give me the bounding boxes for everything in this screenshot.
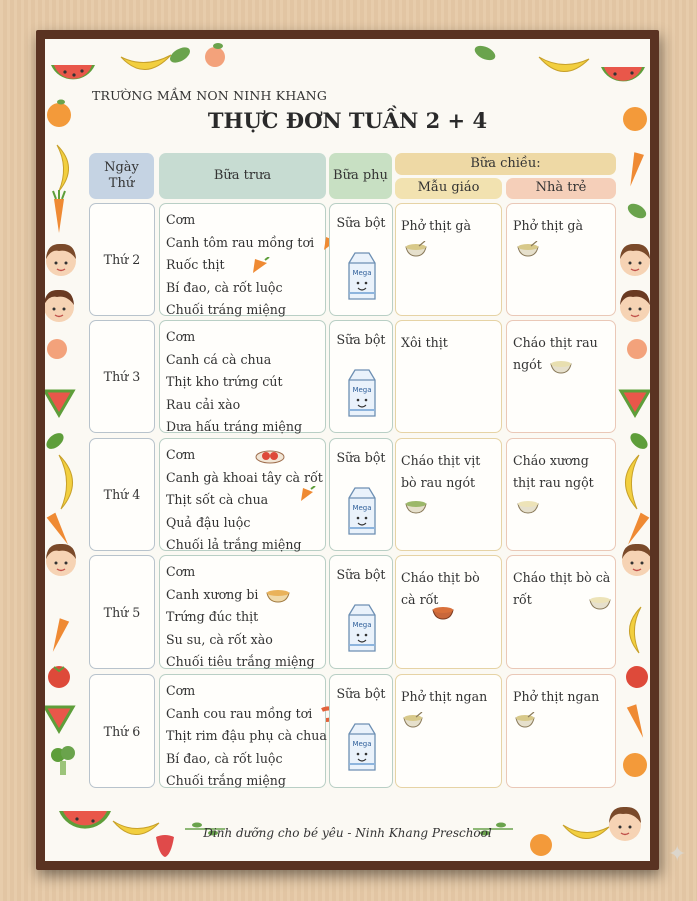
leaf-icon [627,430,650,452]
lunch-item-row [166,703,325,726]
kindergarten-meal: Cháo thịt vịt bò rau ngót [401,453,481,490]
carrot-icon [627,704,648,739]
milk-carton-icon [345,722,379,772]
tomato-dish-icon [255,448,285,464]
lunch-item: Thịt sốt cà chua [166,492,269,508]
banana-icon [625,455,639,509]
lunch-cell [159,203,326,316]
day-label: Thứ 2 [103,252,141,267]
day-cell [89,438,155,551]
day-cell [89,674,155,788]
nursery-meal: Cháo xương thịt rau ngột [513,453,594,490]
banana-icon [539,57,589,72]
lunch-item: Bí đao, cà rốt luộc [166,279,283,295]
kindergarten-meal: Xôi thịt [401,335,448,350]
header-afternoon [395,153,616,175]
carrot-icon [299,486,317,504]
leaf-icon [45,430,67,452]
carrot-icon [53,190,65,233]
soup-bowl-icon [266,587,290,603]
nursery-meal: Phở thịt ngan [513,689,600,704]
lunch-item: Cơm [166,447,196,462]
sparkle-icon: ✦ [668,842,687,867]
bowl-icon [517,241,539,257]
child-face-icon [620,244,650,276]
nursery-cell [506,674,616,788]
milk-brand-label: Mega [352,269,372,277]
day-label: Thứ 6 [103,723,141,739]
tomato-icon [626,666,648,688]
bowl-icon [515,712,535,728]
header-lunch [159,153,326,199]
lunch-item-row [166,444,325,467]
school-name: TRƯỜNG MẦM NON NINH KHANG [92,88,327,103]
header-kindergarten [395,178,502,199]
snack-cell [329,674,393,788]
header-nursery-label: Nhà trẻ [535,180,587,196]
lunch-item: Rau cải xào [166,396,241,412]
banana-icon [57,145,69,191]
nursery-cell [506,555,616,669]
nursery-meal: Phở thịt gà [513,218,584,233]
bowl-icon [403,712,423,728]
lunch-item: Cơm [166,212,196,227]
leaf-icon [167,44,192,65]
lunch-item: Canh xương bi [166,586,259,602]
day-cell [89,203,155,316]
leaf-icon [472,43,497,63]
lunch-item: Chuối tiêu trắng miệng [166,654,315,670]
carrot-icon [251,257,273,275]
lunch-item-row [166,254,325,277]
bowl-icon [405,498,427,514]
watermelon-icon [621,391,649,415]
milk-carton-icon [345,368,379,418]
bowl-icon [432,604,454,620]
header-day [89,153,154,199]
milk-brand-label: Mega [352,386,372,394]
kindergarten-cell [395,203,502,316]
child-face-icon [622,544,650,576]
day-label: Thứ 3 [103,369,141,384]
snack-label: Sữa bột [336,215,386,230]
day-label: Thứ 5 [103,604,141,620]
header-afternoon-label: Bữa chiều: [470,155,541,171]
lunch-item: Thịt rim đậu phụ cà chua [166,728,327,744]
milk-carton-icon [345,603,379,653]
child-face-icon [46,244,76,276]
lunch-item-row [166,584,325,607]
peach-icon [47,339,67,359]
broccoli-icon [51,746,75,775]
lunch-cell [159,674,326,788]
nursery-meal: Cháo thịt bò cà rốt [513,570,611,607]
snack-cell [329,203,393,316]
snack-label: Sữa bột [336,686,386,701]
kindergarten-meal: Cháo thịt bò cà rốt [401,570,480,607]
kindergarten-cell [395,555,502,669]
child-face-icon [45,290,74,322]
watermelon-icon [601,67,645,81]
tomato-icon [48,666,70,688]
menu-poster [45,39,650,861]
milk-carton-icon [345,486,379,536]
child-face-icon [46,544,76,576]
lunch-cell [159,320,326,433]
header-snack-label: Bữa phụ [333,167,388,183]
header-kindergarten-label: Mẫu giáo [417,180,480,196]
lunch-item: Cơm [166,564,196,579]
lunch-item: Trứng đúc thịt [166,609,259,625]
lunch-cell [159,555,326,669]
lunch-cell [159,438,326,551]
peach-icon [205,43,225,67]
lunch-item: Ruốc thịt [166,257,225,273]
nursery-meal: Cháo thịt rau ngót [513,335,598,372]
snack-label: Sữa bột [336,332,386,347]
bowl-icon [550,358,572,374]
lunch-item: Canh gà khoai tây cà rốt [166,469,323,485]
bowl-icon [517,498,539,514]
kindergarten-meal: Phở thịt gà [401,218,472,233]
snack-cell [329,555,393,669]
lunch-item: Dưa hấu tráng miệng [166,419,303,435]
milk-brand-label: Mega [352,504,372,512]
kindergarten-cell [395,320,502,433]
snack-label: Sữa bột [336,450,386,465]
orange-icon [623,753,647,777]
carrot-icon [624,513,650,547]
lunch-item: Cơm [166,329,196,344]
snack-cell [329,320,393,433]
footer-tagline: Dinh dưỡng cho bé yêu - Ninh Khang Preschool [203,826,492,840]
lunch-item: Bí đao, cà rốt luộc [166,750,283,766]
header-day-label: Ngày Thứ [104,159,139,191]
lunch-item: Canh tôm rau mồng tơi [166,234,315,250]
lunch-item: Cơm [166,683,196,698]
snack-label: Sữa bột [336,567,386,582]
banana-icon [629,607,641,653]
day-cell [89,320,155,433]
menu-title: THỰC ĐƠN TUẦN 2 + 4 [207,108,488,133]
lunch-item: Canh cou rau mồng tơi [166,705,313,721]
header-snack [329,153,392,199]
kindergarten-cell [395,438,502,551]
kindergarten-cell [395,674,502,788]
milk-brand-label: Mega [352,740,372,748]
lunch-item: Su su, cà rốt xào [166,631,273,647]
bowl-icon [589,594,611,610]
day-label: Thứ 4 [103,487,141,502]
bowl-icon [405,241,427,257]
lunch-item: Canh cá cà chua [166,351,272,367]
child-face-icon [620,290,650,322]
leaf-icon [625,201,648,221]
milk-carton-icon [345,251,379,301]
day-cell [89,555,155,669]
carrot-icon [47,513,73,547]
nursery-cell [506,438,616,551]
lunch-item: Quả đậu luộc [166,514,251,530]
watermelon-icon [51,65,95,79]
carrot-icon [626,152,644,187]
watermelon-icon [45,707,73,731]
nursery-cell [506,320,616,433]
lunch-item: Thịt kho trứng cút [166,374,283,390]
banana-icon [59,455,73,509]
nursery-cell [506,203,616,316]
snack-cell [329,438,393,551]
carrot-icon [48,618,69,653]
kindergarten-meal: Phở thịt ngan [401,689,488,704]
header-nursery [506,178,616,199]
lunch-item: Chuối tráng miệng [166,302,286,318]
lunch-item-row [166,232,325,255]
banana-icon [121,55,171,70]
lunch-item: Chuối trắng miệng [166,773,286,789]
watermelon-icon [45,391,73,415]
peach-icon [627,339,647,359]
header-lunch-label: Bữa trưa [213,167,272,183]
lunch-item: Chuối lả trắng miệng [166,537,302,553]
milk-brand-label: Mega [352,621,372,629]
